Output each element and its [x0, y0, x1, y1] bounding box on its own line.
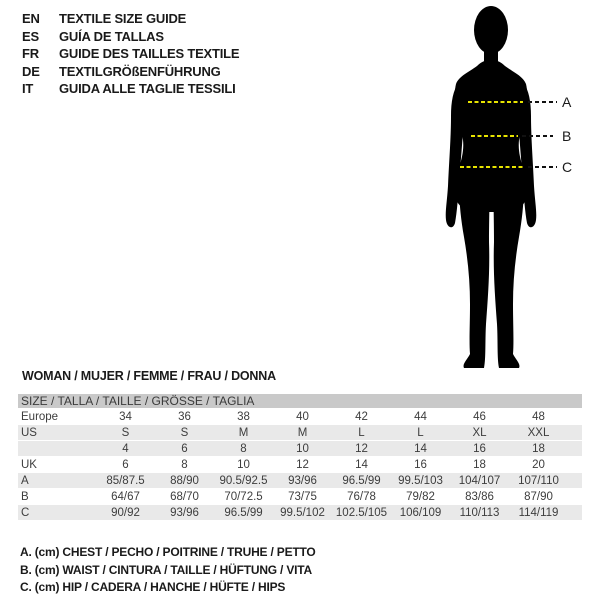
size-cell: 114/119	[518, 506, 559, 519]
size-table-row	[18, 441, 582, 457]
size-table-row	[18, 409, 582, 425]
size-cell: 36	[178, 410, 191, 423]
size-cell: XL	[472, 426, 487, 439]
legend-row: B. (cm) WAIST / CINTURA / TAILLE / HÜFTUNG / VITA	[20, 562, 312, 577]
size-cell: 90.5/92.5	[219, 474, 268, 487]
size-cell: L	[417, 426, 424, 439]
size-cell: 6	[122, 458, 129, 471]
language-title-text: GUIDA ALLE TAGLIE TESSILI	[59, 81, 236, 97]
size-cell: 70/72.5	[224, 490, 263, 503]
language-title-row	[22, 80, 239, 98]
size-cell: 14	[355, 458, 368, 471]
language-title-text: GUÍA DE TALLAS	[59, 28, 164, 44]
size-cell: 4	[122, 442, 129, 455]
language-code: EN	[22, 11, 40, 26]
size-cell: 12	[296, 458, 309, 471]
language-title-row	[22, 45, 239, 63]
silhouette-shapes	[446, 6, 537, 368]
size-cell: 18	[532, 442, 545, 455]
row-label: B	[21, 490, 29, 503]
size-cell: 40	[296, 410, 309, 423]
legend-row: C. (cm) HIP / CADERA / HANCHE / HÜFTE / HIPS	[20, 580, 286, 594]
language-title-row	[22, 10, 239, 28]
size-cell: 85/87.5	[106, 474, 145, 487]
size-table-header	[18, 394, 582, 409]
language-title-text: GUIDE DES TAILLES TEXTILE	[59, 46, 240, 62]
language-title-text: TEXTILGRÖßENFÜHRUNG	[59, 63, 221, 79]
language-code: FR	[22, 46, 39, 62]
size-cell: 16	[414, 458, 427, 471]
row-label: US	[21, 426, 37, 439]
row-label: A	[21, 474, 29, 487]
language-code: ES	[22, 28, 39, 44]
size-cell: S	[121, 426, 130, 439]
size-cell: 14	[414, 442, 427, 455]
size-cell: 44	[414, 410, 427, 423]
size-table	[18, 394, 582, 521]
size-cell: S	[180, 426, 189, 439]
size-cell: 34	[119, 410, 132, 423]
language-title-row	[22, 63, 239, 81]
size-cell: L	[358, 426, 365, 439]
size-cell: 73/75	[288, 490, 317, 503]
size-cell: 99.5/103	[398, 474, 443, 487]
size-cell: 12	[355, 442, 368, 455]
size-cell: 42	[355, 410, 368, 423]
size-cell: 107/110	[518, 474, 559, 487]
size-cell: 79/82	[406, 490, 435, 503]
size-cell: M	[297, 426, 308, 439]
woman-silhouette-figure	[435, 2, 600, 377]
size-cell: 93/96	[170, 506, 199, 519]
language-title-text: TEXTILE SIZE GUIDE	[59, 11, 187, 26]
language-code: IT	[22, 81, 34, 97]
measurement-legend	[20, 544, 316, 597]
size-cell: 110/113	[459, 506, 500, 519]
size-cell: 99.5/102	[280, 506, 325, 519]
size-cell: 20	[532, 458, 545, 471]
legend-row: A. (cm) CHEST / PECHO / POITRINE / TRUHE / PETTO	[20, 545, 316, 559]
size-table-row	[18, 457, 582, 473]
size-cell: 16	[473, 442, 486, 455]
size-cell: 64/67	[111, 490, 140, 503]
size-table-row	[18, 505, 582, 521]
size-cell: 88/90	[170, 474, 199, 487]
marker-label-waist: B	[562, 128, 572, 144]
size-table-row	[18, 489, 582, 505]
silhouette-left-leg	[459, 172, 489, 368]
size-cell: 90/92	[111, 506, 140, 519]
woman-silhouette-svg	[435, 2, 600, 377]
size-cell: 96.5/99	[224, 506, 263, 519]
size-table-row	[18, 425, 582, 441]
row-label: Europe	[21, 410, 59, 423]
size-cell: 18	[473, 458, 486, 471]
size-cell: 104/107	[458, 474, 501, 487]
size-cell: 102.5/105	[335, 506, 388, 519]
size-table-header-label: SIZE / TALLA / TAILLE / GRÖSSE / TAGLIA	[21, 394, 255, 408]
row-label: C	[21, 506, 30, 519]
size-cell: 76/78	[347, 490, 376, 503]
size-cell: 46	[473, 410, 486, 423]
size-cell: 68/70	[170, 490, 199, 503]
size-cell: M	[238, 426, 249, 439]
size-cell: 8	[181, 458, 188, 471]
size-cell: 87/90	[524, 490, 553, 503]
size-cell: 6	[181, 442, 188, 455]
marker-label-hip: C	[562, 159, 573, 175]
language-title-row	[22, 28, 239, 46]
size-table-body	[18, 409, 582, 521]
language-title-list	[22, 10, 239, 98]
size-cell: 93/96	[288, 474, 317, 487]
size-cell: 106/109	[399, 506, 442, 519]
size-cell: 10	[296, 442, 309, 455]
row-label: UK	[21, 458, 37, 471]
size-cell: 8	[240, 442, 247, 455]
size-cell: 96.5/99	[342, 474, 381, 487]
woman-section-title: WOMAN / MUJER / FEMME / FRAU / DONNA	[22, 369, 276, 383]
size-cell: 10	[237, 458, 250, 471]
size-table-row	[18, 473, 582, 489]
marker-label-chest: A	[562, 94, 572, 110]
language-code: DE	[22, 63, 40, 79]
size-cell: XXL	[527, 426, 550, 439]
size-cell: 38	[237, 410, 250, 423]
size-cell: 48	[532, 410, 545, 423]
silhouette-right-leg	[494, 172, 524, 368]
size-cell: 83/86	[465, 490, 494, 503]
